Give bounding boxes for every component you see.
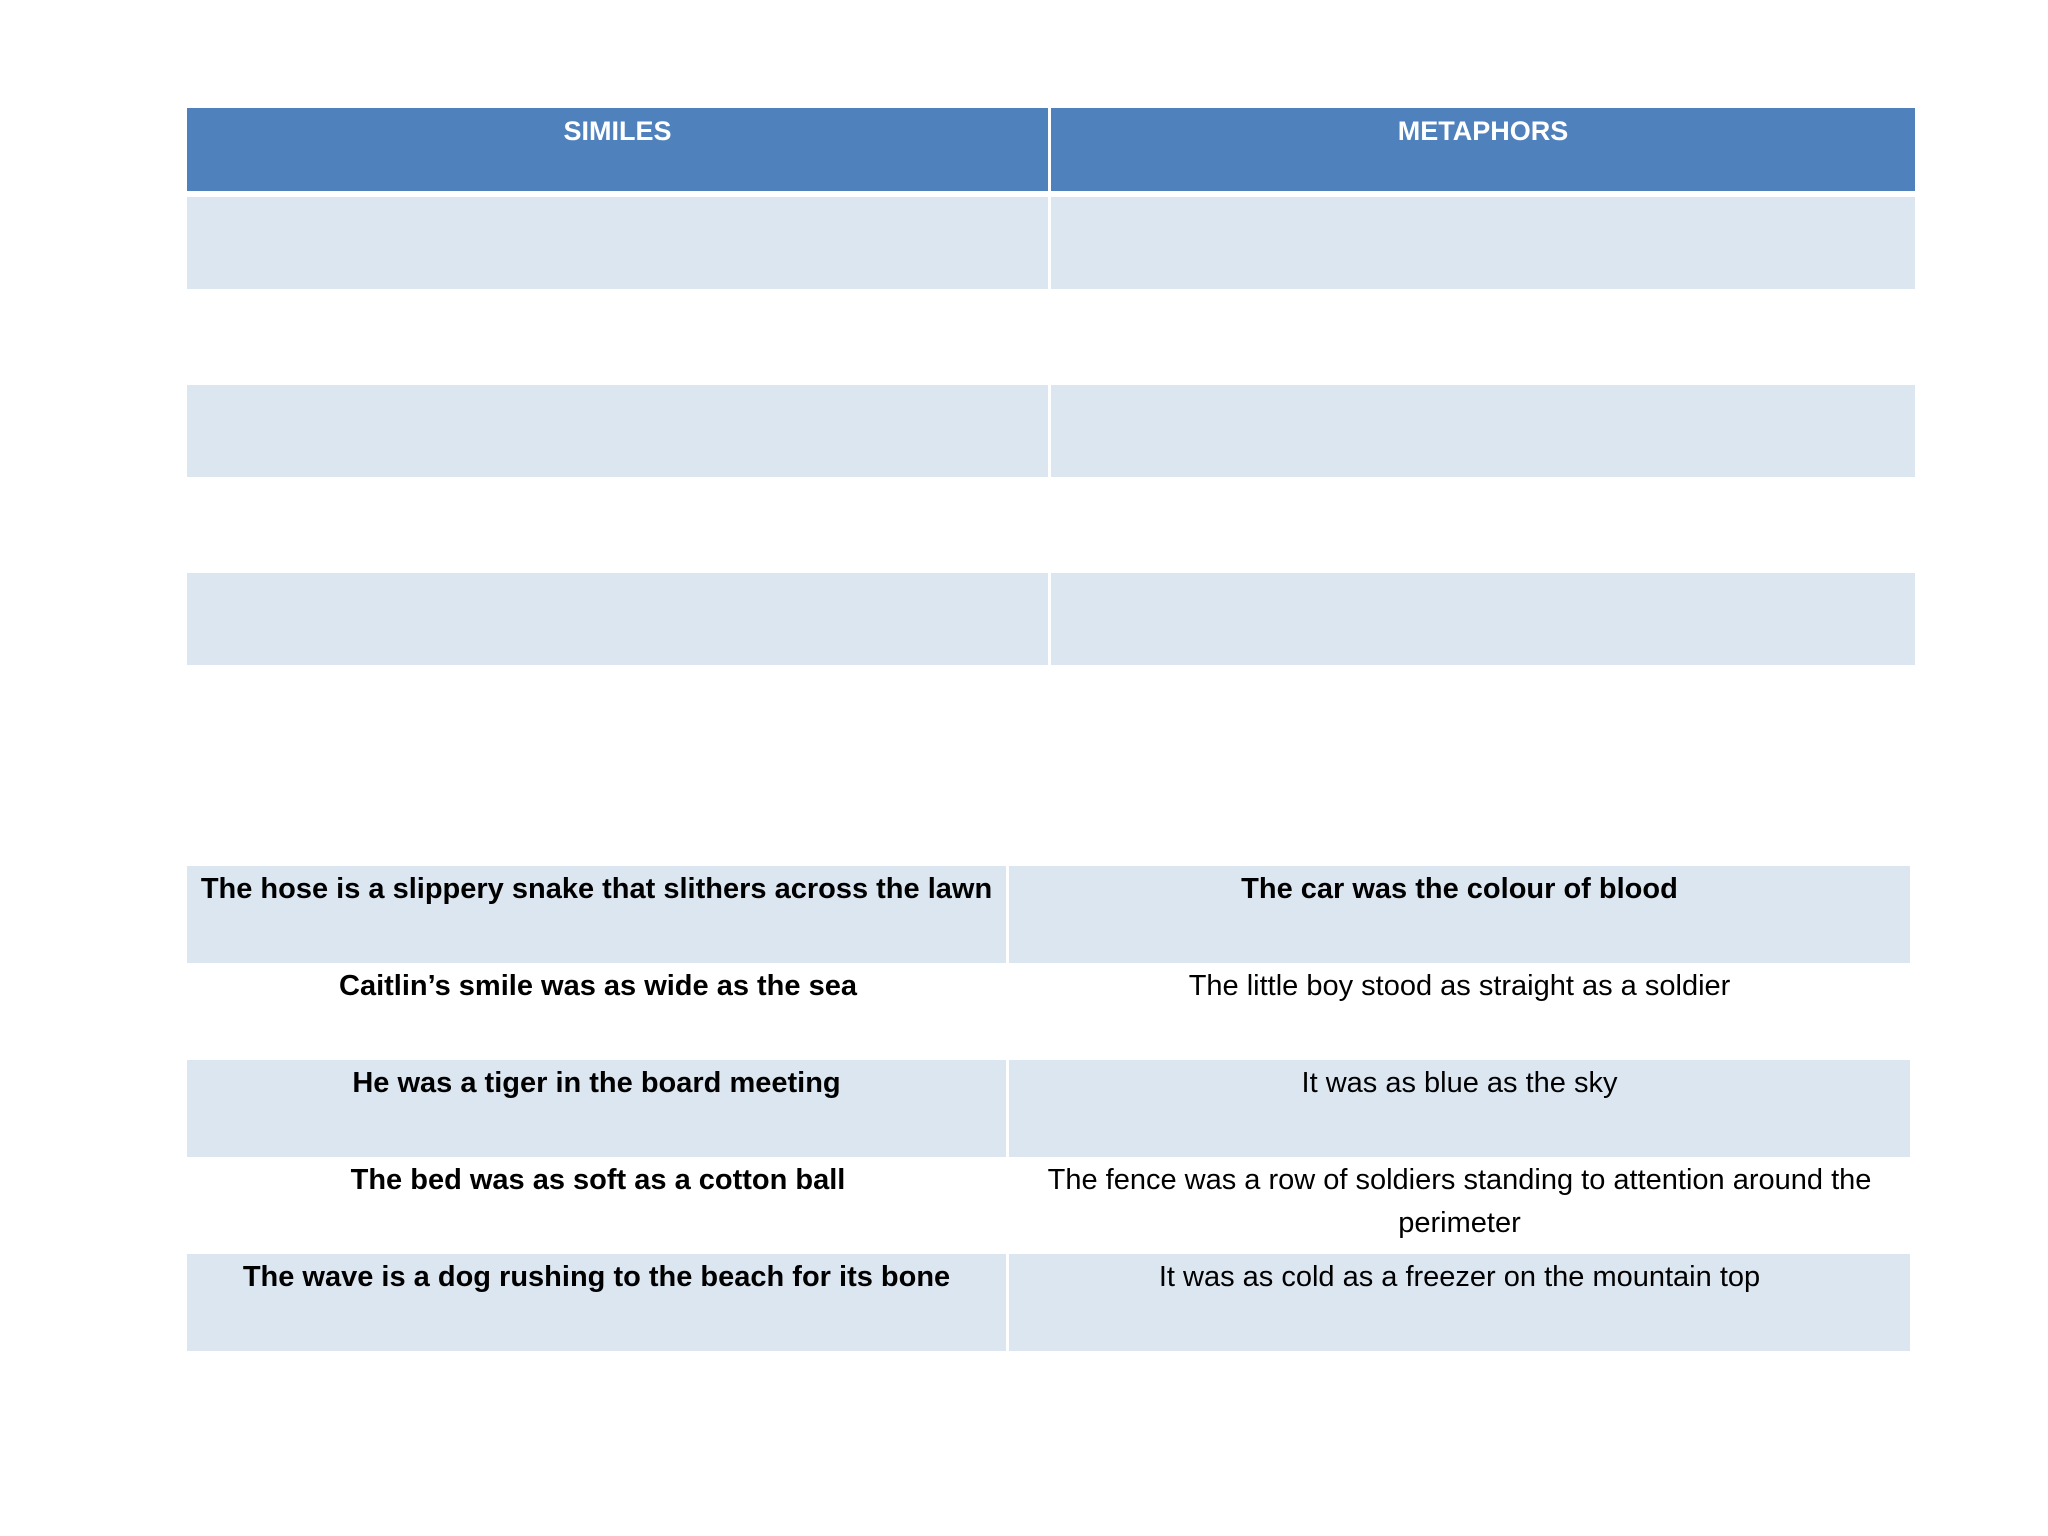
- metaphors-answer-cell[interactable]: [1051, 385, 1915, 479]
- example-row: [187, 866, 1910, 963]
- example-row: [187, 963, 1910, 1060]
- similes-answer-cell[interactable]: [187, 573, 1051, 667]
- example-sentence: It was as blue as the sky: [1009, 1060, 1910, 1157]
- sorting-table-row: [187, 479, 1915, 573]
- similes-answer-cell[interactable]: [187, 479, 1051, 573]
- example-sentence: The fence was a row of soldiers standing to attention around the perimeter: [1009, 1157, 1910, 1254]
- example-sentence: The hose is a slippery snake that slithers across the lawn: [187, 866, 1009, 963]
- sorting-table: [187, 108, 1915, 667]
- example-sentence: The bed was as soft as a cotton ball: [187, 1157, 1009, 1254]
- similes-answer-cell[interactable]: [187, 197, 1051, 291]
- example-sentence: It was as cold as a freezer on the mountain top: [1009, 1254, 1910, 1351]
- metaphors-answer-cell[interactable]: [1051, 291, 1915, 385]
- example-row: [187, 1254, 1910, 1351]
- sorting-table-row: [187, 197, 1915, 291]
- example-sentence: Caitlin’s smile was as wide as the sea: [187, 963, 1009, 1060]
- example-sentence: The little boy stood as straight as a soldier: [1009, 963, 1910, 1060]
- sorting-table-row: [187, 385, 1915, 479]
- metaphors-answer-cell[interactable]: [1051, 197, 1915, 291]
- sorting-table-row: [187, 573, 1915, 667]
- example-sentence: The car was the colour of blood: [1009, 866, 1910, 963]
- example-sentence: He was a tiger in the board meeting: [187, 1060, 1009, 1157]
- metaphors-answer-cell[interactable]: [1051, 479, 1915, 573]
- similes-header: SIMILES: [187, 108, 1051, 197]
- example-row: [187, 1060, 1910, 1157]
- example-sentence: The wave is a dog rushing to the beach for its bone: [187, 1254, 1009, 1351]
- metaphors-answer-cell[interactable]: [1051, 573, 1915, 667]
- similes-answer-cell[interactable]: [187, 291, 1051, 385]
- sorting-table-header-row: [187, 108, 1915, 197]
- examples-table: [187, 866, 1910, 1351]
- metaphors-header: METAPHORS: [1051, 108, 1915, 197]
- similes-answer-cell[interactable]: [187, 385, 1051, 479]
- sorting-table-row: [187, 291, 1915, 385]
- example-row: [187, 1157, 1910, 1254]
